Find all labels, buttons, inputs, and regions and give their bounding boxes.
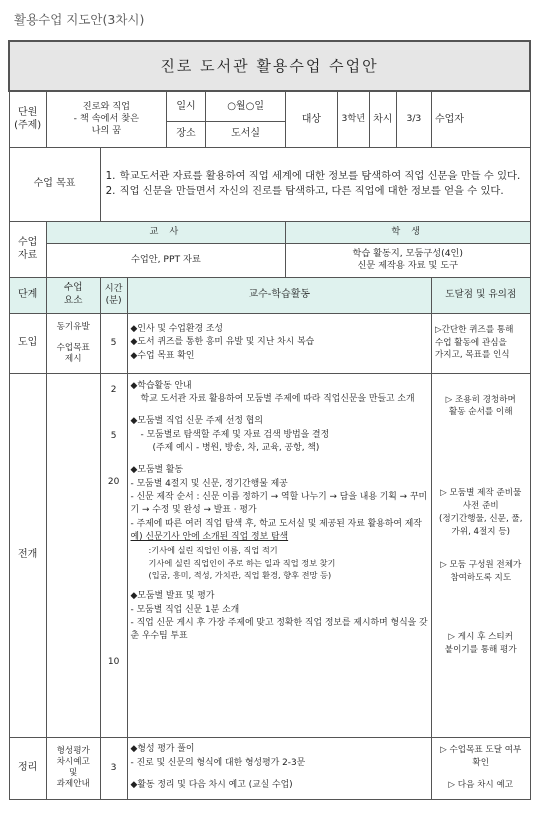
activity-line: 예) 신문기사 안에 소개된 직업 정보 탐색 xyxy=(130,532,289,543)
develop-times xyxy=(100,373,127,737)
develop-notes xyxy=(431,373,530,737)
note: ▷ 조용히 경청하며 활동 순서를 이해 xyxy=(445,394,516,418)
wrapup-activities xyxy=(127,737,431,799)
activity-line: (입굼, 흥미, 적성, 가치관, 직업 환경, 향후 전망 등) xyxy=(148,570,332,581)
activity-line: - 주제에 따른 여러 직업 탐색 후, 학교 도서실 및 제공된 자료 활용하여 제작 xyxy=(130,518,422,529)
unit-value: 진로와 직업 - 책 속에서 찾은 나의 꿈 xyxy=(46,91,166,147)
activity-line: ◆도서 퀴즈를 통한 흥미 유발 및 지난 차시 복습 xyxy=(130,337,315,348)
unit-label: 단원 (주제) xyxy=(9,91,46,147)
goals-list xyxy=(100,147,530,221)
activity-line: (주제 예시 - 병원, 방송, 차, 교육, 공항, 책) xyxy=(152,442,320,453)
activity-line: ◆수업 목표 확인 xyxy=(130,350,195,361)
time-value: 2 xyxy=(110,384,117,395)
date-value: ○월○일 xyxy=(206,91,286,121)
activity-heading: ◆모둠별 직업 신문 주제 선정 협의 xyxy=(130,416,263,427)
col-notes: 도달점 및 유의점 xyxy=(431,277,530,313)
wrapup-time: 3 xyxy=(100,737,127,799)
note: ▷ 모둠별 제작 준비물 사전 준비 (정기간행물, 신문, 풀, 가위, 4절지 등) xyxy=(439,488,523,537)
col-step: 단계 xyxy=(9,277,46,313)
time-value: 10 xyxy=(107,656,120,667)
activity-line: 학교 도서관 자료 활용하여 모둠별 주제에 따라 직업신문을 만들고 소개 xyxy=(140,393,415,404)
activity-line: - 모둠별 4절지 및 신문, 정기간행물 제공 xyxy=(130,478,288,489)
time-value: 5 xyxy=(110,430,117,441)
activity-heading: ◆활동 정리 및 다음 차시 예고 (교실 수업) xyxy=(130,780,293,791)
note: ▷ 수업목표 도달 여부 확인 xyxy=(440,744,522,768)
student-materials-header: 학 생 xyxy=(285,221,530,243)
activity-line: :기사에 실린 직업인 이름, 직업 적기 xyxy=(148,545,278,556)
note: ▷ 게시 후 스티커 붙이기를 통해 평가 xyxy=(444,631,517,655)
time-value: 20 xyxy=(107,476,120,487)
place-label: 장소 xyxy=(166,121,205,147)
develop-elements xyxy=(46,373,100,737)
activity-heading: ◆형성 평가 풀이 xyxy=(130,744,195,755)
intro-elements: 동기유발 수업목표 제시 xyxy=(46,313,100,373)
activity-line: - 모둠별 직업 신문 1분 소개 xyxy=(130,604,240,615)
session-value: 3/3 xyxy=(396,91,431,147)
wrapup-elements: 형성평가 차시예고 및 과제안내 xyxy=(46,737,100,799)
activity-line: - 진로 및 신문의 형식에 대한 형성평가 2-3문 xyxy=(130,757,306,768)
teacher-materials-header: 교 사 xyxy=(46,221,285,243)
activity-heading: ◆학습활동 안내 xyxy=(130,380,192,391)
goal-item: 2. 직업 신문을 만들면서 자신의 진로를 탐색하고, 다른 직업에 대한 정보를 얻을 수 있다. xyxy=(105,185,504,197)
develop-activities xyxy=(127,373,431,737)
teacher-materials-value: 수업안, PPT 자료 xyxy=(46,243,285,277)
intro-time: 5 xyxy=(100,313,127,373)
step-intro: 도입 xyxy=(9,313,46,373)
page-caption: 활용수업 지도안(3차시) xyxy=(14,12,145,27)
teacher-label: 수업자 xyxy=(431,91,530,147)
activity-line: - 신문 제작 순서 : 신문 이름 정하기 → 역할 나누기 → 담을 내용 기획 → 꾸미기 → 수정 및 완성 → 발표 · 평가 xyxy=(130,492,428,516)
intro-notes: ▷간단한 퀴즈를 통해 수업 활동에 관심을 가지고, 목표를 인식 xyxy=(431,313,530,373)
col-element: 수업 요소 xyxy=(46,277,100,313)
activity-line: ◆인사 및 수업환경 조성 xyxy=(130,323,223,334)
lesson-plan-table xyxy=(8,40,531,800)
place-value: 도서실 xyxy=(206,121,286,147)
target-label: 대상 xyxy=(285,91,337,147)
activity-line: 기사에 실린 직업인이 주로 하는 일과 직업 정보 찾기 xyxy=(148,557,336,568)
goals-label: 수업 목표 xyxy=(9,147,100,221)
goal-item: 1. 학교도서관 자료를 활용하여 직업 세계에 대한 정보를 탐색하여 직업 신문을 만들 수 있다. xyxy=(105,170,521,183)
activity-line: - 모둠별로 탐색할 주제 및 자료 검색 방법을 결정 xyxy=(140,429,330,440)
col-time: 시간 (분) xyxy=(100,277,127,313)
student-materials-value: 학습 활동지, 모둠구성(4인) 신문 제작용 자료 및 도구 xyxy=(285,243,530,277)
activity-heading: ◆모둠별 발표 및 평가 xyxy=(130,591,215,602)
step-wrapup: 정리 xyxy=(9,737,46,799)
wrapup-notes xyxy=(431,737,530,799)
col-activity: 교수-학습활동 xyxy=(127,277,431,313)
activity-line: - 직업 신문 게시 후 가장 주제에 맞고 정확한 직업 정보를 제시하며 형식을 갖춘 우수팀 투표 xyxy=(130,618,428,642)
target-value: 3학년 xyxy=(337,91,369,147)
note: ▷ 모둠 구성원 전체가 참여하도록 지도 xyxy=(440,559,522,583)
step-develop: 전개 xyxy=(9,373,46,737)
materials-label: 수업 자료 xyxy=(9,221,46,277)
plan-title: 진로 도서관 활용수업 수업안 xyxy=(9,41,530,91)
activity-heading: ◆모둠별 활동 xyxy=(130,465,184,476)
session-label: 차시 xyxy=(369,91,396,147)
note: ▷ 다음 차시 예고 xyxy=(448,780,514,791)
date-label: 일시 xyxy=(166,91,205,121)
intro-activities xyxy=(127,313,431,373)
